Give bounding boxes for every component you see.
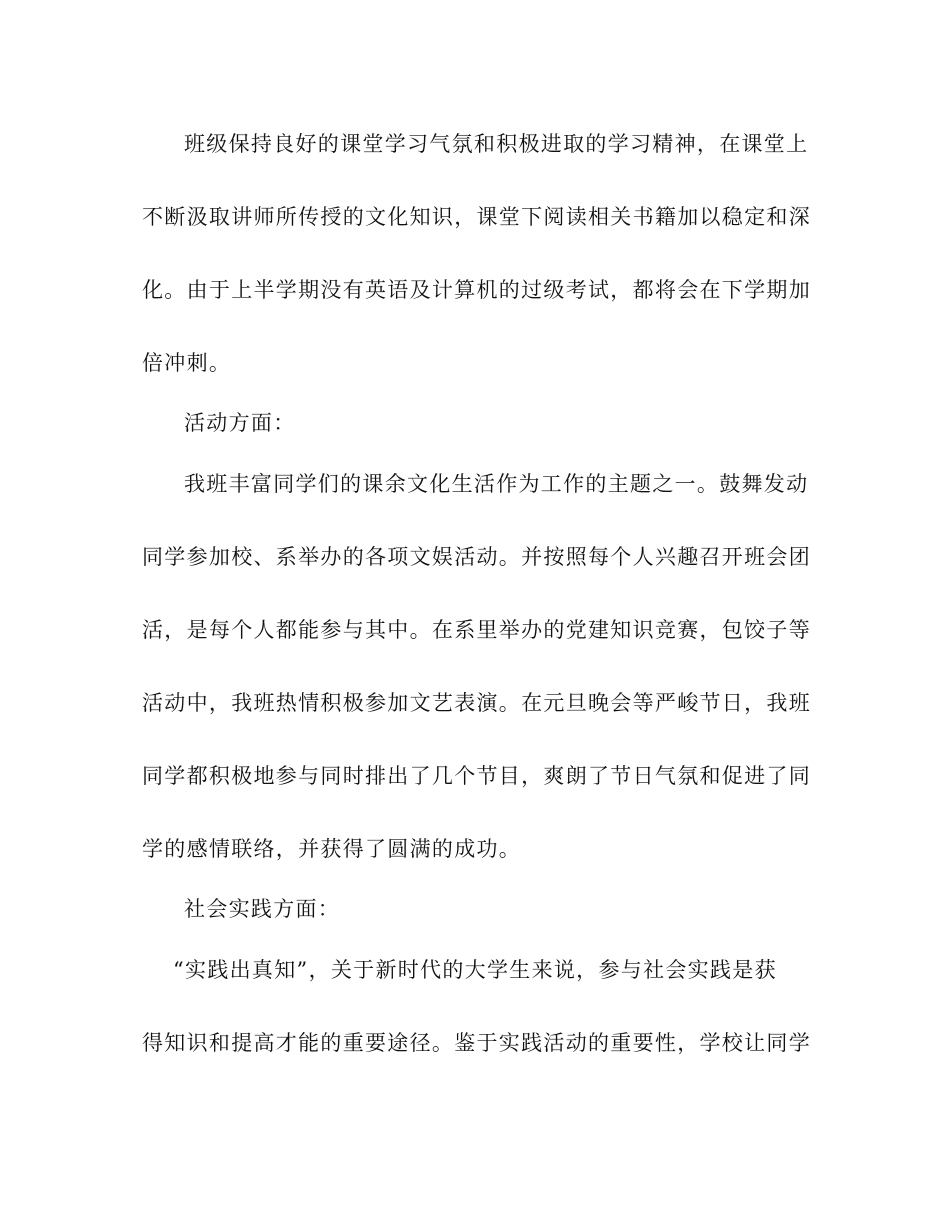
paragraph-line: 得知识和提高才能的重要途径。鉴于实践活动的重要性，学校让同学 (142, 1031, 811, 1055)
section-heading-social-practice: 社会实践方面： (184, 897, 341, 921)
paragraph-line: 我班丰富同学们的课余文化生活作为工作的主题之一。鼓舞发动 (184, 472, 809, 496)
paragraph-line: 班级保持良好的课堂学习气氛和积极进取的学习精神，在课堂上 (184, 132, 809, 156)
paragraph-line: 不断汲取讲师所传授的文化知识，课堂下阅读相关书籍加以稳定和深 (142, 205, 811, 229)
paragraph-line: 活动中，我班热情积极参加文艺表演。在元旦晚会等严峻节日，我班 (142, 691, 811, 715)
paragraph-line: 同学参加校、系举办的各项文娱活动。并按照每个人兴趣召开班会团 (142, 545, 811, 569)
paragraph-line: 学的感情联络，并获得了圆满的成功。 (142, 837, 522, 861)
section-heading-activities: 活动方面： (184, 411, 296, 435)
paragraph-line: 活，是每个人都能参与其中。在系里举办的党建知识竞赛，包饺子等 (142, 618, 811, 642)
paragraph-line: 倍冲刺。 (142, 351, 232, 375)
paragraph-line: 同学都积极地参与同时排出了几个节目，爽朗了节日气氛和促进了同 (142, 764, 811, 788)
paragraph-line: 化。由于上半学期没有英语及计算机的过级考试，都将会在下学期加 (142, 278, 811, 302)
paragraph-line: “实践出真知”，关于新时代的大学生来说，参与社会实践是获 (173, 958, 777, 982)
